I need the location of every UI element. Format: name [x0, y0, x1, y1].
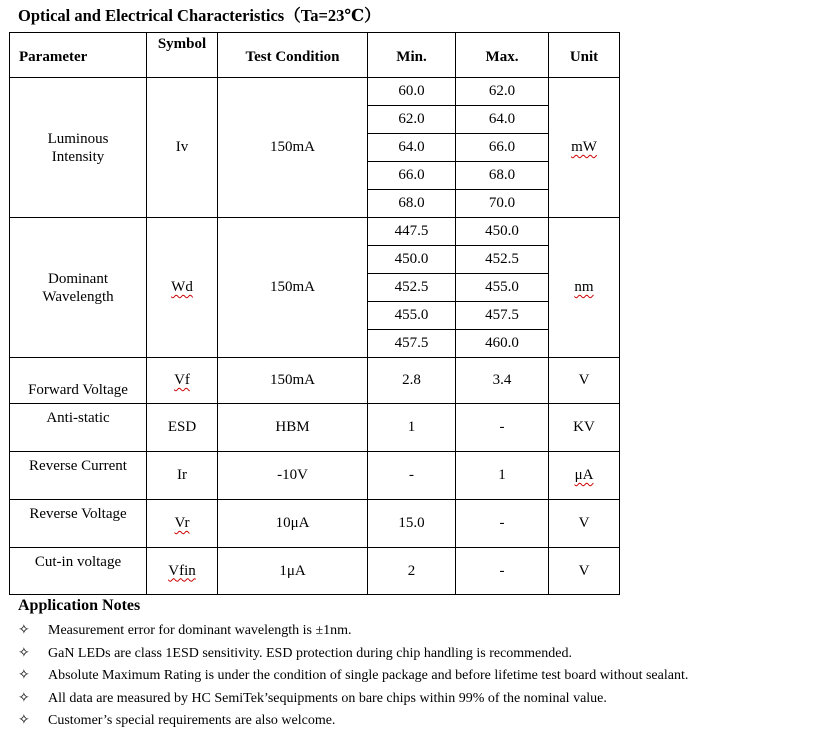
luminous-symbol: Iv — [147, 78, 218, 218]
wavelength-parameter-line1: Dominant — [48, 270, 108, 287]
list-item — [18, 666, 818, 689]
header-max: Max. — [456, 33, 549, 78]
reverse-current-condition: -10V — [218, 452, 368, 500]
wavelength-parameter-line2: Wavelength — [42, 288, 114, 305]
note-text: All data are measured by HC SemiTek’sequipments on bare chips within 99% of the nominal value. — [48, 690, 607, 706]
wavelength-min: 452.5 — [368, 274, 456, 302]
cut-in-voltage-max: - — [456, 548, 549, 595]
diamond-bullet-icon: ✧ — [18, 690, 30, 706]
wavelength-min: 455.0 — [368, 302, 456, 330]
luminous-unit-text: mW — [571, 139, 597, 155]
luminous-unit — [549, 78, 620, 218]
list-item — [18, 689, 818, 712]
luminous-bin-row — [10, 78, 620, 106]
anti-static-min: 1 — [368, 404, 456, 452]
anti-static-condition: HBM — [218, 404, 368, 452]
reverse-current-unit-text: μA — [574, 467, 594, 483]
luminous-min: 68.0 — [368, 190, 456, 218]
luminous-min: 64.0 — [368, 134, 456, 162]
cut-in-voltage-min: 2 — [368, 548, 456, 595]
forward-voltage-row — [10, 358, 620, 404]
wavelength-max: 452.5 — [456, 246, 549, 274]
luminous-max: 64.0 — [456, 106, 549, 134]
reverse-voltage-symbol — [147, 500, 218, 548]
wavelength-max: 450.0 — [456, 218, 549, 246]
page-title: Optical and Electrical Characteristics（Ta=23℃） — [18, 6, 381, 25]
forward-voltage-max: 3.4 — [456, 358, 549, 404]
wavelength-min: 450.0 — [368, 246, 456, 274]
cut-in-voltage-symbol — [147, 548, 218, 595]
anti-static-max: - — [456, 404, 549, 452]
header-row — [10, 33, 620, 78]
luminous-max: 66.0 — [456, 134, 549, 162]
wavelength-parameter — [10, 218, 147, 358]
diamond-bullet-icon: ✧ — [18, 623, 30, 638]
luminous-condition: 150mA — [218, 78, 368, 218]
note-text: Customer’s special requirements are also welcome. — [48, 713, 336, 728]
reverse-voltage-max: - — [456, 500, 549, 548]
anti-static-parameter: Anti-static — [10, 404, 147, 452]
reverse-current-max: 1 — [456, 452, 549, 500]
reverse-voltage-symbol-text: Vr — [174, 515, 190, 531]
cut-in-voltage-unit: V — [549, 548, 620, 595]
wavelength-min: 457.5 — [368, 330, 456, 358]
reverse-voltage-parameter: Reverse Voltage — [10, 500, 147, 548]
wavelength-min: 447.5 — [368, 218, 456, 246]
wavelength-max: 460.0 — [456, 330, 549, 358]
luminous-min: 66.0 — [368, 162, 456, 190]
cut-in-voltage-condition: 1μA — [218, 548, 368, 595]
luminous-max: 62.0 — [456, 78, 549, 106]
application-notes-title: Application Notes — [18, 597, 141, 614]
cut-in-voltage-parameter: Cut-in voltage — [10, 548, 147, 595]
reverse-current-unit — [549, 452, 620, 500]
wavelength-max: 457.5 — [456, 302, 549, 330]
luminous-min: 60.0 — [368, 78, 456, 106]
luminous-min: 62.0 — [368, 106, 456, 134]
wavelength-max: 455.0 — [456, 274, 549, 302]
reverse-current-min: - — [368, 452, 456, 500]
forward-voltage-parameter: Forward Voltage — [10, 358, 147, 404]
list-item — [18, 711, 818, 734]
reverse-current-row — [10, 452, 620, 500]
wavelength-symbol-text: Wd — [171, 279, 193, 295]
diamond-bullet-icon: ✧ — [18, 645, 30, 661]
luminous-parameter-line1: Luminous — [47, 130, 109, 147]
luminous-parameter — [10, 78, 147, 218]
header-min: Min. — [368, 33, 456, 78]
anti-static-symbol: ESD — [147, 404, 218, 452]
wavelength-symbol — [147, 218, 218, 358]
diamond-bullet-icon: ✧ — [18, 668, 30, 683]
reverse-voltage-row — [10, 500, 620, 548]
cut-in-voltage-symbol-text: Vfin — [168, 562, 196, 579]
reverse-voltage-condition: 10μA — [218, 500, 368, 548]
header-test-condition: Test Condition — [218, 33, 368, 78]
forward-voltage-symbol — [147, 358, 218, 404]
reverse-current-symbol: Ir — [147, 452, 218, 500]
anti-static-row — [10, 404, 620, 452]
reverse-current-parameter: Reverse Current — [10, 452, 147, 500]
list-item — [18, 621, 818, 644]
list-item — [18, 644, 818, 667]
luminous-max: 70.0 — [456, 190, 549, 218]
note-text: Absolute Maximum Rating is under the condition of single package and before lifetime test board without sealant. — [48, 668, 689, 683]
luminous-parameter-line2: Intensity — [51, 148, 105, 165]
wavelength-condition: 150mA — [218, 218, 368, 358]
reverse-voltage-unit: V — [549, 500, 620, 548]
luminous-max: 68.0 — [456, 162, 549, 190]
diamond-bullet-icon: ✧ — [18, 713, 30, 728]
forward-voltage-condition: 150mA — [218, 358, 368, 404]
note-text: Measurement error for dominant wavelength is ±1nm. — [48, 623, 352, 638]
wavelength-unit — [549, 218, 620, 358]
header-unit: Unit — [549, 33, 620, 78]
wavelength-bin-row — [10, 218, 620, 246]
note-text: GaN LEDs are class 1ESD sensitivity. ESD protection during chip handling is recommended. — [48, 645, 572, 661]
forward-voltage-min: 2.8 — [368, 358, 456, 404]
forward-voltage-symbol-text: Vf — [174, 372, 190, 388]
forward-voltage-unit: V — [549, 358, 620, 404]
reverse-voltage-min: 15.0 — [368, 500, 456, 548]
application-notes-list — [18, 621, 818, 734]
characteristics-table — [9, 32, 620, 595]
anti-static-unit: KV — [549, 404, 620, 452]
cut-in-voltage-row — [10, 548, 620, 595]
wavelength-unit-text: nm — [574, 279, 594, 295]
header-symbol: Symbol — [147, 33, 218, 78]
header-parameter: Parameter — [10, 33, 147, 78]
